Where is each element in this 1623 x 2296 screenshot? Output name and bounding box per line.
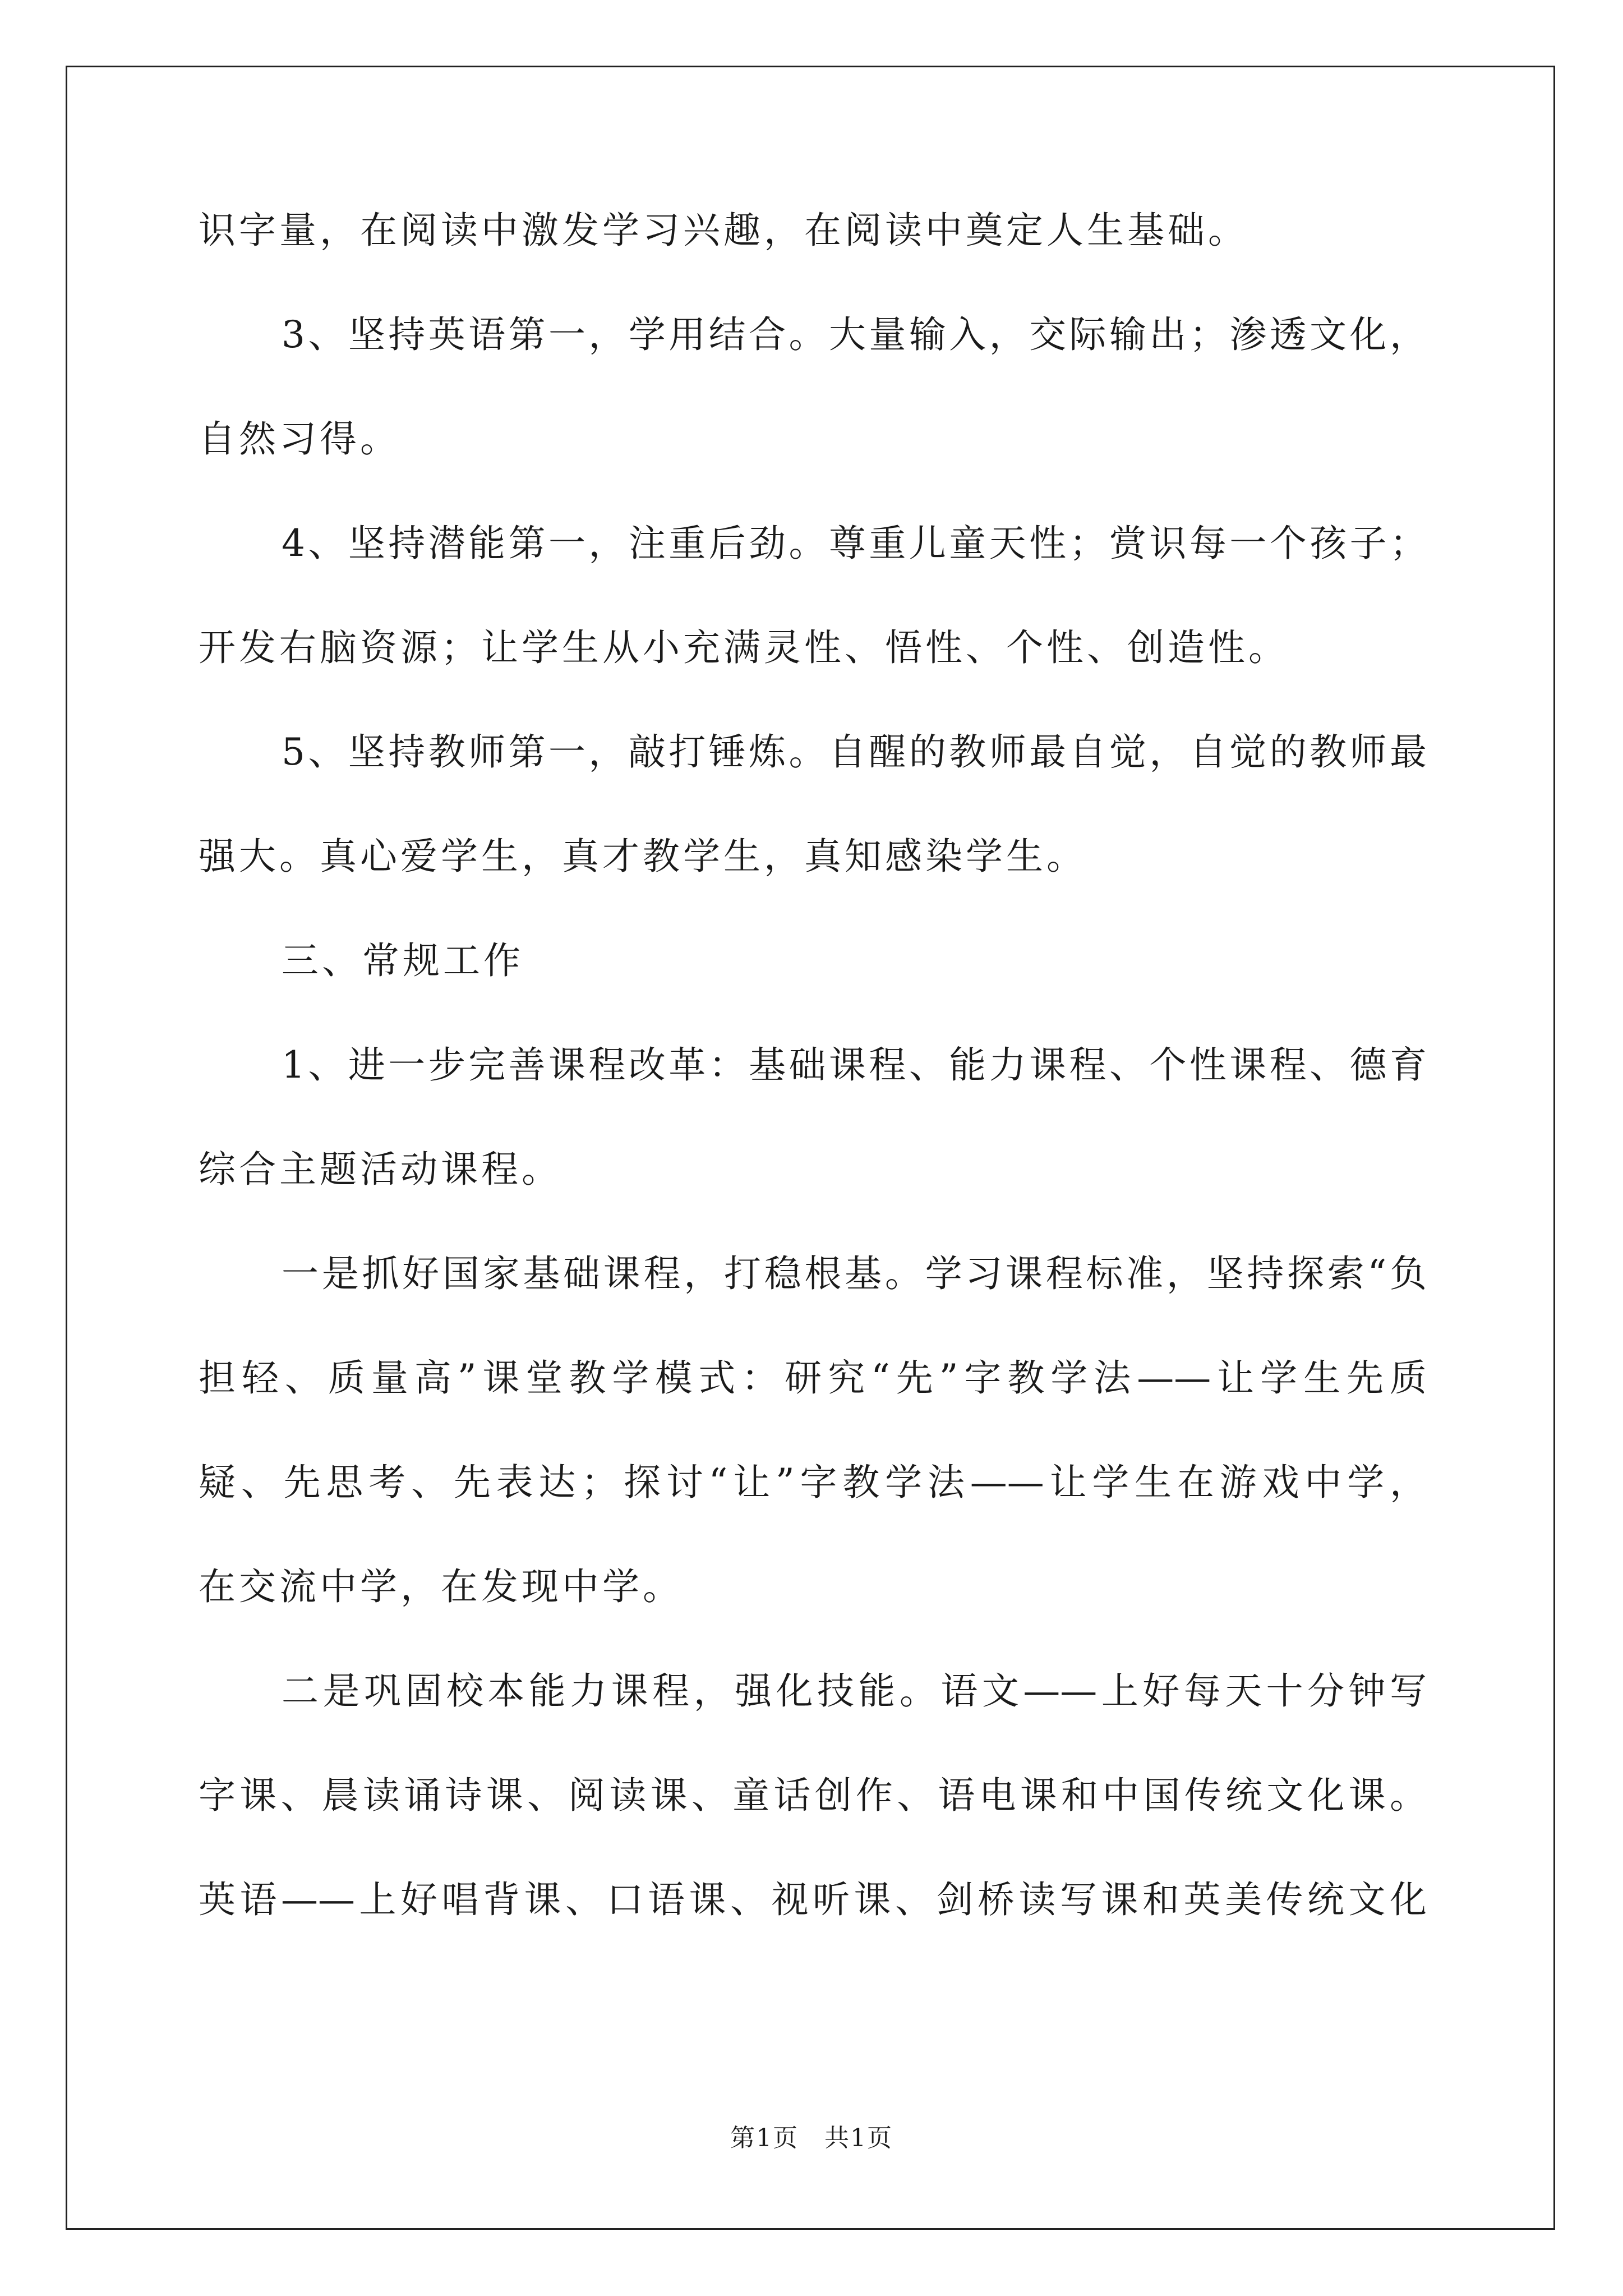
body-text-line: 识字量，在阅读中激发学习兴趣，在阅读中奠定人生基础。 <box>199 209 1248 252</box>
body-text-line: 疑、先思考、先表达；探讨“让”字教学法——让学生在游戏中学， <box>199 1461 1427 1504</box>
body-text-line: 开发右脑资源；让学生从小充满灵性、悟性、个性、创造性。 <box>199 626 1289 669</box>
body-text-line: 英语——上好唱背课、口语课、视听课、剑桥读写课和英美传统文化 <box>199 1878 1427 1921</box>
body-text-line: 3、坚持英语第一，学用结合。大量输入，交际输出；渗透文化， <box>282 313 1427 356</box>
body-text-line: 1、进一步完善课程改革：基础课程、能力课程、个性课程、德育 <box>282 1043 1427 1087</box>
body-text-line: 在交流中学，在发现中学。 <box>199 1565 683 1608</box>
body-text-line: 担轻、质量高”课堂教学模式：研究“先”字教学法——让学生先质 <box>199 1356 1427 1400</box>
body-text-line: 一是抓好国家基础课程，打稳根基。学习课程标准，坚持探索“负 <box>282 1252 1427 1295</box>
section-heading: 三、常规工作 <box>282 939 524 982</box>
body-text-line: 强大。真心爱学生，真才教学生，真知感染学生。 <box>199 835 1087 878</box>
body-text-line: 自然习得。 <box>199 417 400 461</box>
page-footer: 第1页 共1页 <box>730 2124 893 2152</box>
body-text-line: 综合主题活动课程。 <box>199 1148 562 1191</box>
body-text-line: 字课、晨读诵诗课、阅读课、童话创作、语电课和中国传统文化课。 <box>199 1774 1427 1817</box>
body-text-line: 二是巩固校本能力课程，强化技能。语文——上好每天十分钟写 <box>282 1669 1427 1713</box>
body-text-line: 4、坚持潜能第一，注重后劲。尊重儿童天性；赏识每一个孩子； <box>282 522 1427 565</box>
body-text-line: 5、坚持教师第一，敲打锤炼。自醒的教师最自觉，自觉的教师最 <box>282 730 1427 774</box>
